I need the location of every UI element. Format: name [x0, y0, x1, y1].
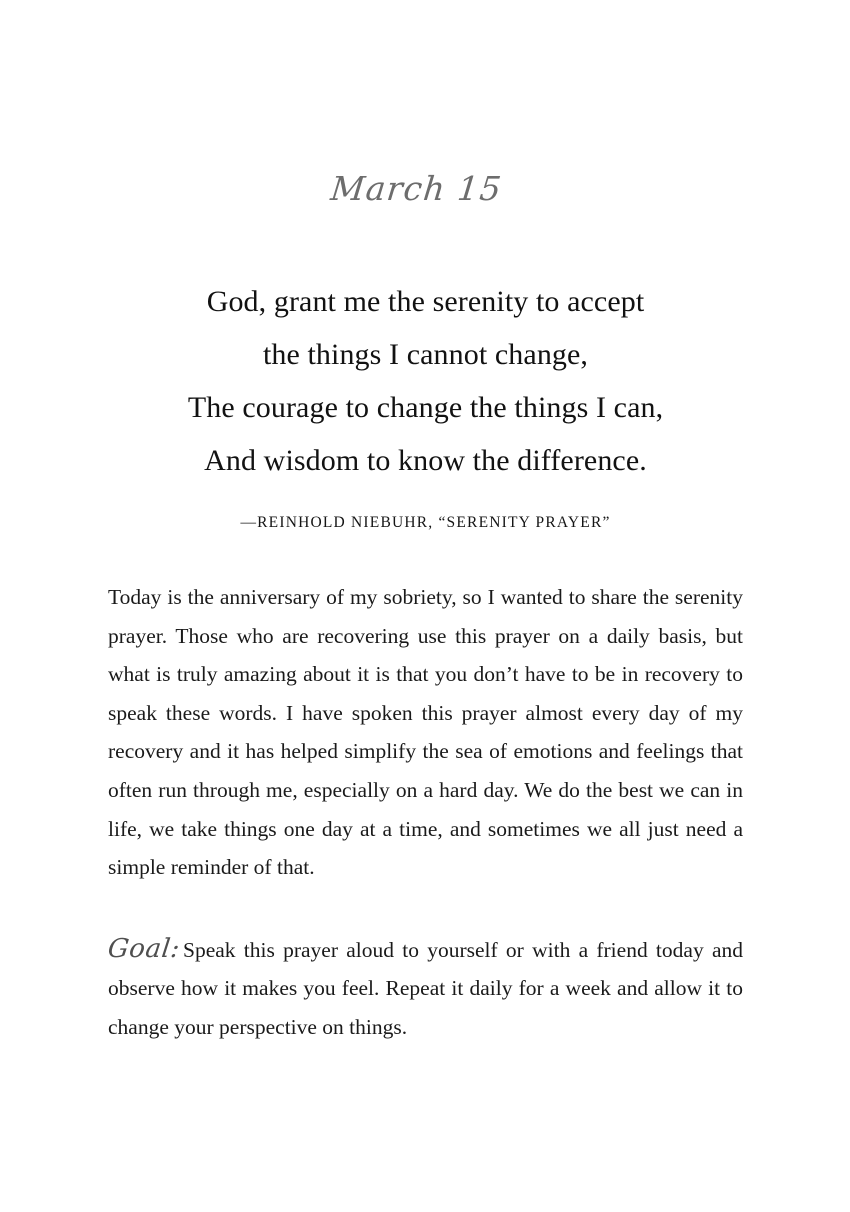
page-content [108, 0, 743, 1047]
quote-attribution [108, 511, 743, 532]
body-paragraph: Today is the anniversary of my sobriety, so I wanted to share the serenity prayer. Those who are recovering use this prayer on a daily basis, but what is truly amazing about it is that you don’t have to be in recovery to speak these words. I have spoken this prayer almost every day of my recovery and it has helped simplify the sea of emotions and feelings that often run through me, especially on a hard day. We do the best we can in life, we take things one day at a time, and sometimes we all just need a simple reminder of that. [108, 585, 743, 880]
serenity-prayer-quote [108, 205, 743, 532]
quote-line-4: And wisdom to know the difference. [204, 444, 647, 477]
quote-line-3: The courage to change the things I can, [187, 391, 664, 424]
quote-attribution-text: —REINHOLD NIEBUHR, “SERENITY PRAYER” [240, 514, 611, 531]
goal-paragraph [108, 887, 743, 1047]
date-heading: March 15 [328, 169, 505, 208]
quote-line-1: God, grant me the serenity to accept [206, 285, 645, 318]
quote-line-2: the things I cannot change, [262, 338, 589, 371]
goal-text: Speak this prayer aloud to yourself or with a friend today and observe how it makes you feel. Repeat it daily for a week and allow it to change your perspective on things. [108, 937, 743, 1039]
goal-label: Goal: [106, 933, 182, 964]
